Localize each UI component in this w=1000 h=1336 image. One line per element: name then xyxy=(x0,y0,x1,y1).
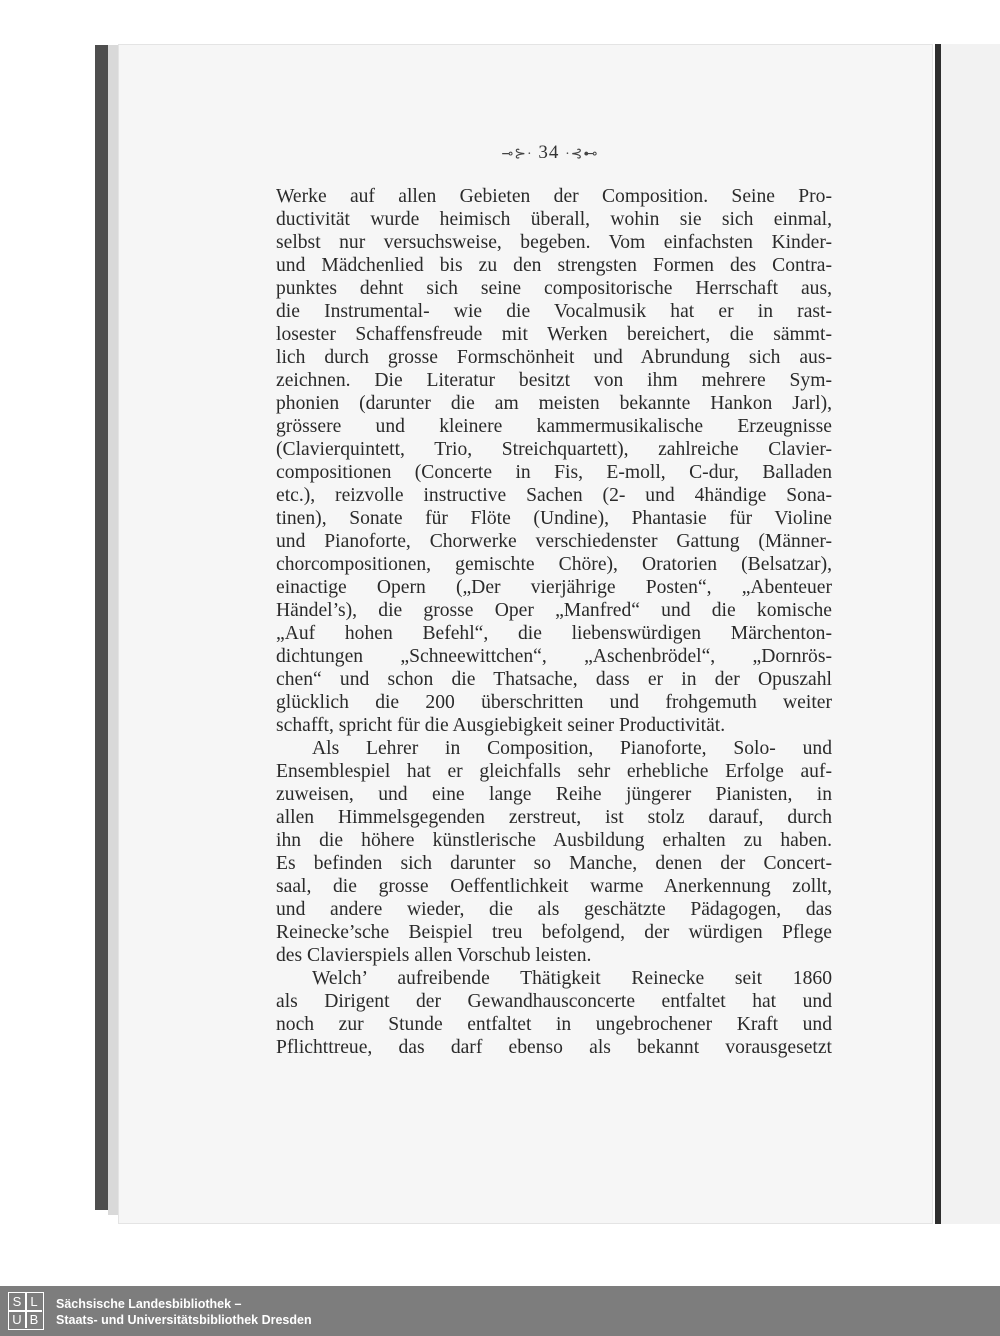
text-line: Es befinden sich darunter so Manche, denen der Concert- xyxy=(276,853,832,874)
text-line: und Pianoforte, Chorwerke verschiedenster Gattung (Männer- xyxy=(276,531,832,552)
text-line: ductivität wurde heimisch überall, wohin sie sich einmal, xyxy=(276,209,832,230)
book-spine-shadow xyxy=(95,45,109,1210)
text-line: saal, die grosse Oeffentlichkeit warme Anerkennung zollt, xyxy=(276,876,832,897)
logo-letter: L xyxy=(30,1294,38,1309)
text-line: etc.), reizvolle instructive Sachen (2- und 4händige Sona- xyxy=(276,485,832,506)
logo-letter: S xyxy=(12,1294,22,1309)
logo-letter: U xyxy=(12,1312,22,1327)
library-footer xyxy=(0,1286,1000,1336)
page-number-header xyxy=(470,142,630,164)
text-line: grössere und kleinere kammermusikalische Erzeugnisse xyxy=(276,416,832,437)
ornament-right-icon: ·⊰⊷ xyxy=(565,147,599,162)
text-line: noch zur Stunde entfaltet in ungebrochener Kraft und xyxy=(276,1014,832,1035)
text-line: dichtungen „Schneewittchen“, „Aschenbrödel“, „Dornrös- xyxy=(276,646,832,667)
text-line: selbst nur versuchsweise, begeben. Vom einfachsten Kinder- xyxy=(276,232,832,253)
text-line: die Instrumental- wie die Vocalmusik hat er in rast- xyxy=(276,301,832,322)
page-number: 34 xyxy=(538,142,560,163)
text-line: Werke auf allen Gebieten der Composition. Seine Pro- xyxy=(276,186,832,207)
text-line: als Dirigent der Gewandhausconcerte entfaltet hat und xyxy=(276,991,832,1012)
text-line: Pflichttreue, das darf ebenso als bekannt vorausgesetzt xyxy=(276,1037,832,1058)
text-line: und Mädchenlied bis zu den strengsten Formen des Contra- xyxy=(276,255,832,276)
text-line: zuweisen, und eine lange Reihe jüngerer Pianisten, in xyxy=(276,784,832,805)
text-line: ihn die höhere künstlerische Ausbildung erhalten zu haben. xyxy=(276,830,832,851)
text-line: lich durch grosse Formschönheit und Abrundung sich aus- xyxy=(276,347,832,368)
text-line: chen“ und schon die Thatsache, dass er in der Opuszahl xyxy=(276,669,832,690)
library-name-line1: Sächsische Landesbibliothek – xyxy=(56,1297,242,1311)
text-line: losester Schaffensfreude mit Werken bereichert, die sämmt- xyxy=(276,324,832,345)
text-line: Als Lehrer in Composition, Pianoforte, Solo- und xyxy=(312,738,832,759)
text-line: compositionen (Concerte in Fis, E-moll, C-dur, Balladen xyxy=(276,462,832,483)
body-text xyxy=(276,185,832,1059)
text-line: tinen), Sonate für Flöte (Undine), Phantasie für Violine xyxy=(276,508,832,529)
text-line: „Auf hohen Befehl“, die liebenswürdigen Märchenton- xyxy=(276,623,832,644)
library-name xyxy=(56,1296,312,1328)
text-line: glücklich die 200 überschritten und frohgemuth weiter xyxy=(276,692,832,713)
text-line: Ensemblespiel hat er gleichfalls sehr erhebliche Erfolge auf- xyxy=(276,761,832,782)
text-line: zeichnen. Die Literatur besitzt von ihm mehrere Sym- xyxy=(276,370,832,391)
text-line: des Clavierspiels allen Vorschub leisten. xyxy=(276,945,592,966)
library-name-line2: Staats- und Universitätsbibliothek Dresden xyxy=(56,1313,312,1327)
slub-logo-icon xyxy=(8,1292,44,1330)
text-line: Reinecke’sche Beispiel treu befolgend, der würdigen Pflege xyxy=(276,922,832,943)
text-line: Händel’s), die grosse Oper „Manfred“ und die komische xyxy=(276,600,832,621)
text-line: und andere wieder, die als geschätzte Pädagogen, das xyxy=(276,899,832,920)
text-line: Welch’ aufreibende Thätigkeit Reinecke seit 1860 xyxy=(312,968,832,989)
text-line: punktes dehnt sich seine compositorische Herrschaft aus, xyxy=(276,278,832,299)
text-line: phonien (darunter die am meisten bekannte Hankon Jarl), xyxy=(276,393,832,414)
facing-page-edge xyxy=(941,44,1000,1224)
ornament-left-icon: ⊸⊱· xyxy=(501,147,533,162)
text-line: einactige Opern („Der vierjährige Posten“, „Abenteuer xyxy=(276,577,832,598)
text-line: allen Himmelsgegenden zerstreut, ist stolz darauf, durch xyxy=(276,807,832,828)
text-line: (Clavierquintett, Trio, Streichquartett), zahlreiche Clavier- xyxy=(276,439,832,460)
text-line: schafft, spricht für die Ausgiebigkeit seiner Productivität. xyxy=(276,715,726,736)
logo-letter: B xyxy=(29,1312,39,1327)
text-line: chorcompositionen, gemischte Chöre), Oratorien (Belsatzar), xyxy=(276,554,832,575)
